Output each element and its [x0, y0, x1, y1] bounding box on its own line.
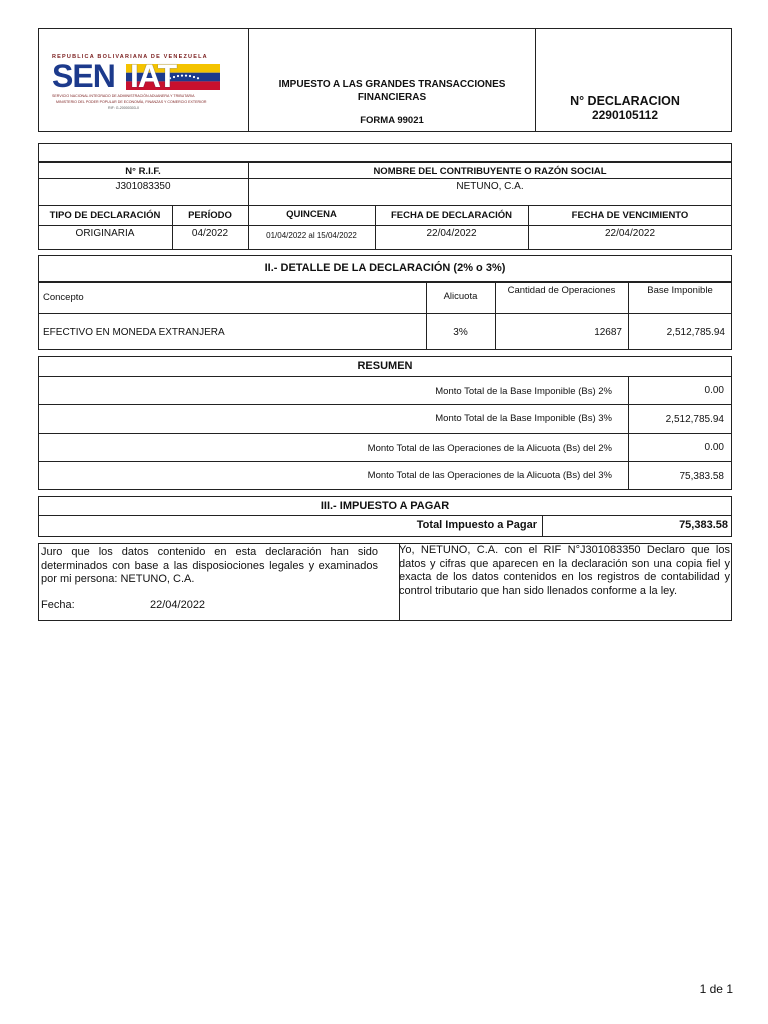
name-label: NOMBRE DEL CONTRIBUYENTE O RAZÓN SOCIAL	[373, 166, 607, 177]
blank-band	[38, 143, 732, 162]
tipo-value: ORIGINARIA	[75, 228, 135, 239]
rif-value: J301083350	[115, 181, 171, 192]
logo-country-text: REPUBLICA BOLIVARIANA DE VENEZUELA	[52, 54, 208, 60]
detalle-row-concepto: EFECTIVO EN MONEDA EXTRANJERA	[43, 327, 225, 338]
form-title-line-1: IMPUESTO A LAS GRANDES TRANSACCIONES	[278, 79, 506, 90]
form-number: FORMA 99021	[360, 115, 424, 126]
logo-sub-line-3: RIF: G-20000303-0	[108, 106, 139, 110]
detalle-col-base: Base Imponible	[647, 285, 713, 296]
form-title-line-2: FINANCIERAS	[357, 92, 427, 103]
form-title	[249, 78, 535, 104]
resumen-row-2-value: 2,512,785.94	[665, 414, 724, 425]
impuesto-title: III.- IMPUESTO A PAGAR	[320, 500, 450, 512]
header-divider-2	[535, 28, 536, 132]
detalle-col-cantidad: Cantidad de Operaciones	[507, 285, 616, 296]
resumen-title: RESUMEN	[357, 360, 413, 372]
declaration-number-value: 2290105112	[591, 108, 659, 122]
resumen-row-2-label: Monto Total de la Base Imponible (Bs) 3%	[435, 413, 612, 424]
jurada-left-text: Juro que los datos contenido en esta declaración han sido determinados con base a las disposiociones legales y examinados por mi persona: NETUNO, C.A.	[41, 546, 378, 585]
resumen-row-4-value: 75,383.58	[679, 471, 724, 482]
rif-row-divider	[38, 205, 732, 206]
fecha-declaracion-value: 22/04/2022	[426, 228, 477, 239]
detalle-row-cantidad: 12687	[594, 327, 622, 338]
impuesto-title-divider	[38, 515, 732, 516]
rif-header-divider	[38, 178, 732, 179]
resumen-row-1-label: Monto Total de la Base Imponible (Bs) 2%	[435, 386, 612, 397]
fecha-vencimiento-value: 22/04/2022	[604, 228, 656, 239]
resumen-row-3-value: 0.00	[704, 442, 724, 453]
detalle-title: II.- DETALLE DE LA DECLARACIÓN (2% o 3%)	[264, 262, 506, 274]
logo-sub-line-1: SERVICIO NACIONAL INTEGRADO DE ADMINISTRACIÓN ADUANERA Y TRIBUTARIA	[52, 94, 195, 98]
detalle-row-base: 2,512,785.94	[666, 327, 725, 338]
impuesto-total-label: Total Impuesto a Pagar	[416, 519, 537, 531]
resumen-row-1-value: 0.00	[704, 385, 724, 396]
impuesto-total-value: 75,383.58	[679, 519, 728, 531]
quincena-label: QUINCENA	[286, 209, 337, 220]
logo-brand-left: SEN	[52, 58, 115, 94]
resumen-row-4-label: Monto Total de las Operaciones de la Alicuota (Bs) del 3%	[367, 470, 612, 481]
jurada-fecha-value: 22/04/2022	[150, 599, 206, 611]
decl-header-divider	[38, 225, 732, 226]
detalle-row-alicuota: 3%	[453, 327, 468, 338]
name-value: NETUNO, C.A.	[456, 181, 524, 192]
resumen-row-3-label: Monto Total de las Operaciones de la Alicuota (Bs) del 2%	[367, 443, 612, 454]
jurada-right-text: Yo, NETUNO, C.A. con el RIF N°J301083350 Declaro que los datos y cifras que aparecen en la declaración son una copia fiel y exacta de los datos contenidos en los registros de contabilidad y control tributario que han sido llenados conforme a la ley.	[399, 544, 730, 597]
logo-sub-line-2: MINISTERIO DEL PODER POPULAR DE ECONOMÍA, FINANZAS Y COMERCIO EXTERIOR	[56, 100, 207, 104]
periodo-value: 04/2022	[191, 228, 229, 239]
rif-label: N° R.I.F.	[125, 166, 161, 177]
fecha-declaracion-label: FECHA DE DECLARACIÓN	[390, 210, 513, 221]
detalle-col-alicuota: Alicuota	[443, 291, 478, 302]
periodo-label: PERÍODO	[188, 210, 232, 221]
jurada-fecha-label: Fecha:	[41, 599, 75, 611]
detalle-col-concepto: Concepto	[43, 292, 84, 303]
quincena-value: 01/04/2022 al 15/04/2022	[266, 231, 357, 240]
tipo-label: TIPO DE DECLARACIÓN	[49, 210, 161, 221]
seniat-logo	[48, 50, 228, 122]
declaration-number-label: N° DECLARACION	[570, 94, 680, 108]
fecha-vencimiento-label: FECHA DE VENCIMIENTO	[571, 210, 689, 221]
logo-brand-right: IAT	[130, 58, 177, 94]
page-number: 1 de 1	[699, 982, 733, 996]
